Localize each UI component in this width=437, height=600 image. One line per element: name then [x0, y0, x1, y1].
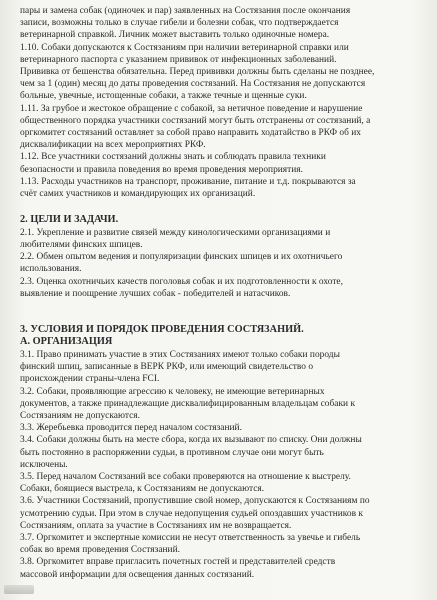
text-line: общественного порядка участники состязаний могут быть отстранены от состязаний, а — [20, 115, 371, 126]
text-line: 1.13. Расходы участников на транспорт, проживание, питание и т.д. покрываются за — [20, 176, 356, 187]
text-line: массовой информации для освещения данных состязаний. — [20, 569, 255, 580]
text-line: Прививка от бешенства обязательна. Перед прививки должны быть сделаны не позднее, — [20, 67, 375, 78]
text-line: больные, увечные, истощенные собаки, а также течные и щенные суки. — [20, 91, 307, 102]
text-line: 3.1. Право принимать участие в этих Состязаниях имеют только собаки породы — [20, 349, 340, 360]
text-line: собак во время проведения Состязаний. — [20, 545, 180, 556]
section-title: 3. УСЛОВИЯ И ПОРЯДОК ПРОВЕДЕНИЯ СОСТЯЗАНИЙ. — [20, 323, 304, 335]
section-subtitle: А. ОРГАНИЗАЦИЯ — [20, 336, 113, 348]
text-line: Собаки, боящиеся выстрела, к Состязаниям не допускаются. — [20, 484, 265, 495]
text-line: дисквалификации на всех мероприятиях РКФ. — [20, 140, 206, 151]
staple-mark — [4, 585, 34, 594]
text-line: 3.8. Оргкомитет вправе пригласить почетных гостей и представителей средств — [20, 557, 336, 568]
text-line: счёт самих участников и командирующих их организаций. — [20, 189, 256, 200]
text-line: 2.1. Укрепление и развитие связей между кинологическими организациями и — [20, 227, 331, 238]
text-line: усмотрению судьи. При этом в случае недопущения судьей опоздавших участников к — [20, 508, 363, 519]
text-line: исключены. — [20, 459, 68, 470]
text-line: Состязаниям, оплата за участие в Состязаниях им не возвращается. — [20, 520, 292, 531]
document-content — [20, 5, 430, 581]
text-line: любителями финских шпицев. — [20, 239, 143, 250]
text-line: безопасности и правила поведения во время проведения мероприятия. — [20, 164, 303, 175]
text-line: оргкомитет состязаний оставляет за собой право направить ходатайство в РКФ об их — [20, 128, 361, 139]
text-line: 3.5. Перед началом Состязаний все собаки проверяются на отношение к выстрелу. — [20, 472, 351, 482]
text-line: ветеринарной справкой. Личник может выставить только одиночные номера. — [20, 30, 330, 41]
text-line: пары и замена собак (одиночек и пар) заявленных на Состязания после окончания — [20, 6, 351, 16]
text-line: ветеринарного паспорта с указанием прививок от инфекционных заболеваний. — [20, 54, 337, 65]
text-line: 3.6. Участники Состязаний, пропустившие свой номер, допускаются к Состязаниям по — [20, 496, 370, 507]
text-line: 3.7. Оргкомитет и экспертные комиссии не несут ответственность за увечье и гибель — [20, 533, 361, 544]
text-line: 1.12. Все участники состязаний должны знать и соблюдать правила техники — [20, 152, 326, 163]
text-line: записи, возможны только в случае гибели и болезни собак, что подтверждается — [20, 18, 339, 29]
section-title: 2. ЦЕЛИ И ЗАДАЧИ. — [20, 214, 119, 226]
text-line: происхождении страны-члена FCI. — [20, 374, 160, 385]
text-line: использования. — [20, 264, 82, 275]
text-line: 3.2. Собаки, проявляющие агрессию к человеку, не имеющие ветеринарных — [20, 386, 325, 397]
text-line: 2.3. Оценка охотничьих качеств поголовья собак и их подготовленности к охоте, — [20, 276, 343, 287]
text-line: Состязаниям не допускаются. — [20, 410, 140, 421]
text-line: 1.11. За грубое и жестокое обращение с собакой, за нетичное поведение и нарушение — [20, 103, 363, 114]
text-line: 2.2. Обмен опытом ведения и популяризации финских шпицев и их охотничьего — [20, 252, 343, 263]
text-line: 1.10. Собаки допускаются к Состязаниям при наличии ветеринарной справки или — [20, 42, 349, 53]
text-line: выявление и поощрение лучших собак - победителей и натасчиков. — [20, 288, 291, 299]
text-line: документов, а также принадлежащие дисквалифицированным владельцам собаки к — [20, 398, 356, 409]
text-line: чем за 1 (один) месяц до даты проведения состязаний. На Состязания не допускаются — [20, 79, 366, 90]
text-line: финский шпиц, записанные в ВЕРК РКФ, или имеющий свидетельство о — [20, 362, 314, 373]
text-line: 3.4. Собаки должны быть на месте сбора, когда их вызывают по списку. Они должны — [20, 435, 362, 446]
text-line: 3.3. Жеребьевка проводится перед началом состязаний. — [20, 423, 242, 434]
text-line: быть постоянно в распоряжении судьи, в противном случае они могут быть — [20, 447, 324, 458]
